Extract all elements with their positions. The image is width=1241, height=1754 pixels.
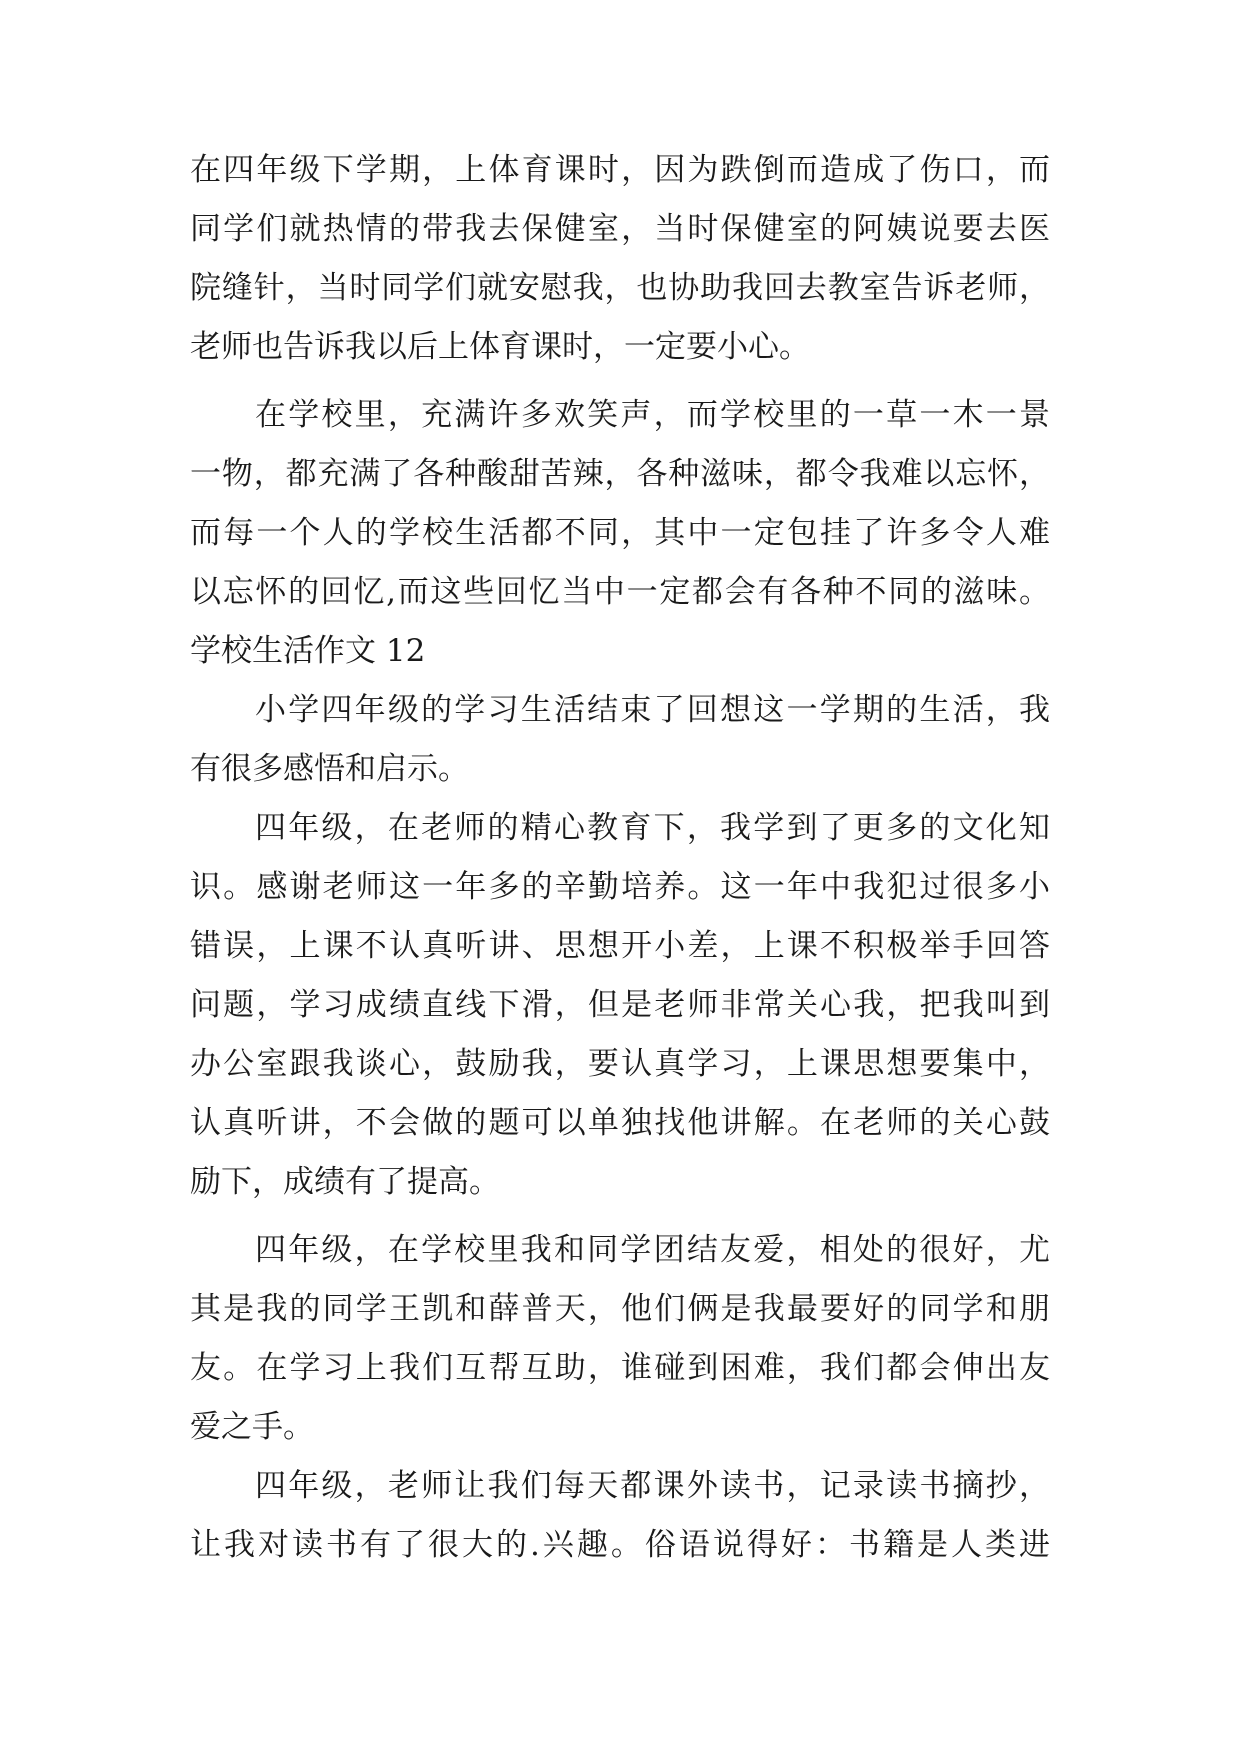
text-line: 有很多感悟和启示。 [190,751,469,787]
text-line: 以忘怀的回忆,而这些回忆当中一定都会有各种不同的滋味。 [190,574,1050,610]
text-line: 让我对读书有了很大的.兴趣。俗语说得好：书籍是人类进 [190,1527,1050,1563]
text-line: 一物，都充满了各种酸甜苦辣，各种滋味，都令我难以忘怀， [190,456,1050,492]
text-line: 而每一个人的学校生活都不同，其中一定包挂了许多令人难 [190,515,1050,551]
text-line: 错误，上课不认真听讲、思想开小差，上课不积极举手回答 [190,928,1050,964]
text-line: 在学校里，充满许多欢笑声，而学校里的一草一木一景 [255,397,1050,433]
text-line: 在四年级下学期，上体育课时，因为跌倒而造成了伤口，而 [190,152,1050,188]
text-line: 爱之手。 [190,1409,314,1445]
text-line: 同学们就热情的带我去保健室，当时保健室的阿姨说要去医 [190,211,1050,247]
text-line: 认真听讲，不会做的题可以单独找他讲解。在老师的关心鼓 [190,1105,1050,1141]
text-line: 问题，学习成绩直线下滑，但是老师非常关心我，把我叫到 [190,987,1050,1023]
text-line: 院缝针，当时同学们就安慰我，也协助我回去教室告诉老师， [190,270,1050,306]
text-line: 老师也告诉我以后上体育课时，一定要小心。 [190,329,810,365]
text-line: 办公室跟我谈心，鼓励我，要认真学习，上课思想要集中， [190,1046,1050,1082]
text-line: 四年级，老师让我们每天都课外读书，记录读书摘抄， [255,1468,1050,1504]
text-line: 小学四年级的学习生活结束了回想这一学期的生活，我 [255,692,1050,728]
section-heading: 学校生活作文 12 [190,633,426,669]
text-line: 四年级，在学校里我和同学团结友爱，相处的很好，尤 [255,1232,1050,1268]
text-line: 识。感谢老师这一年多的辛勤培养。这一年中我犯过很多小 [190,869,1050,905]
text-line: 四年级，在老师的精心教育下，我学到了更多的文化知 [255,810,1050,846]
text-line: 其是我的同学王凯和薛普天，他们俩是我最要好的同学和朋 [190,1291,1050,1327]
text-line: 友。在学习上我们互帮互助，谁碰到困难，我们都会伸出友 [190,1350,1050,1386]
text-line: 励下，成绩有了提高。 [190,1164,500,1200]
